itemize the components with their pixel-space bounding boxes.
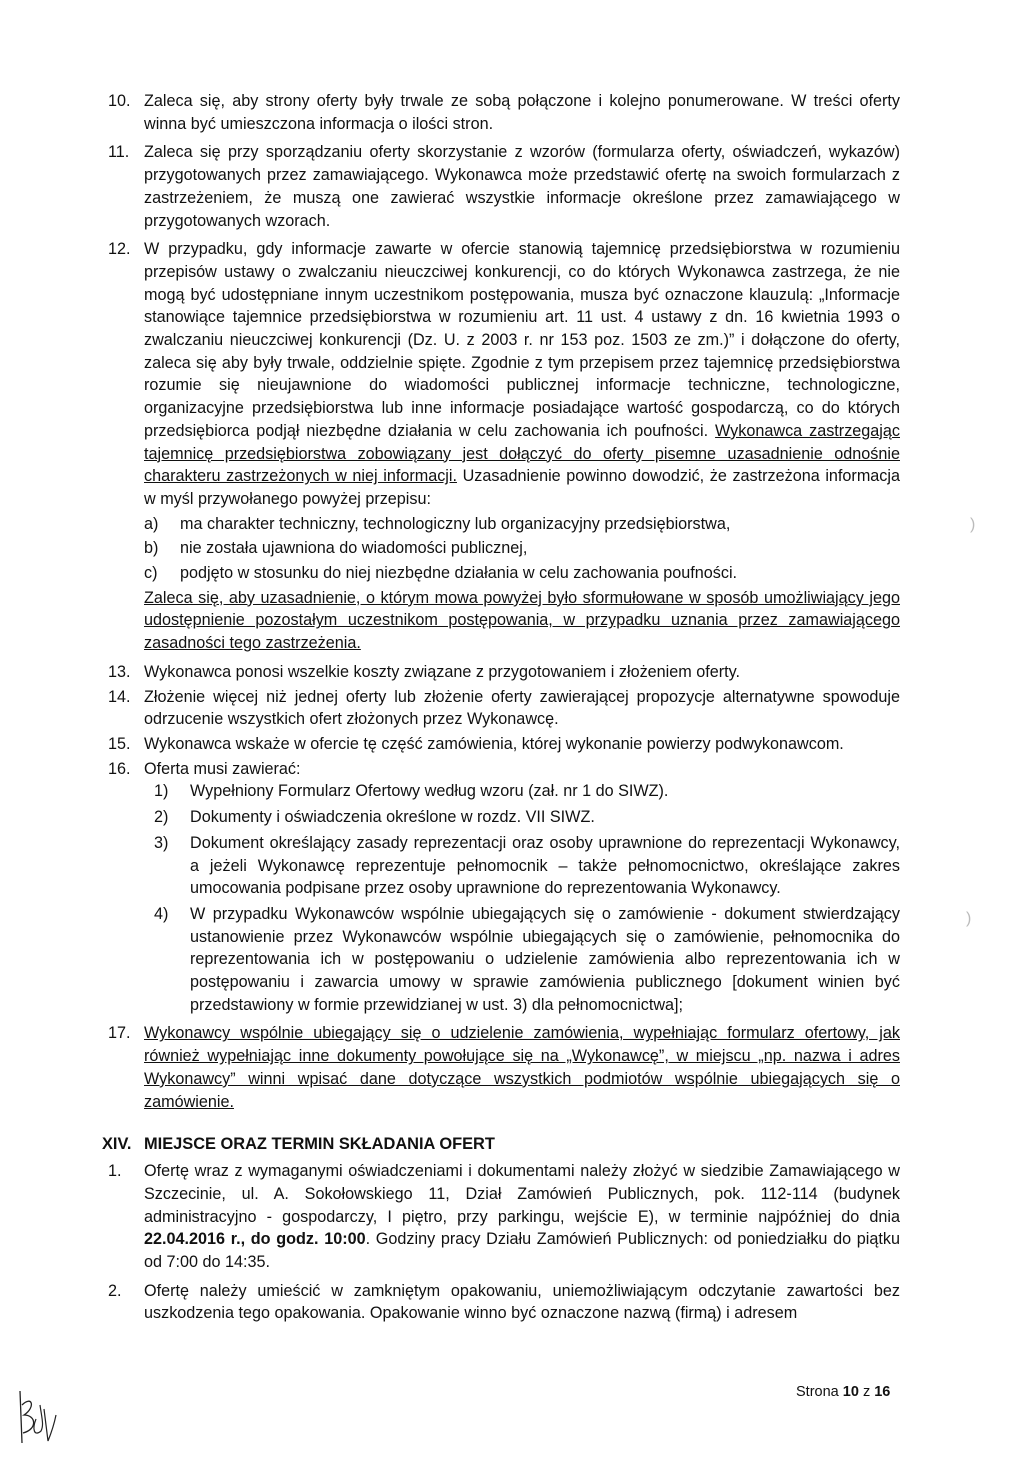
section-item-2 xyxy=(108,1280,900,1325)
item-number: 13. xyxy=(108,662,131,681)
sub-item-1 xyxy=(154,780,900,803)
underlined-text: Wykonawca zastrzegając tajemnicę przedsiębiorstwa zobowiązany jest dołączyć do oferty pisemne uzasadnienie odnośnie charakteru zastrzeżonych w niej informacji. xyxy=(144,421,900,486)
list-item-17 xyxy=(108,1022,900,1113)
margin-mark: ) xyxy=(970,516,976,533)
section-title: MIEJSCE ORAZ TERMIN SKŁADANIA OFERT xyxy=(144,1135,495,1154)
page-total: 16 xyxy=(874,1384,891,1400)
sub-item-text: Dokument określający zasady reprezentacji oraz osoby uprawnione do reprezentacji Wykonawcy, a jeżeli Wykonawcę reprezentuje pełnomocnik – także pełnomocnictwo, określające zakres umocowania podpisane przez osoby uprawnione do reprezentowania Wykonawcy. xyxy=(190,833,900,898)
underlined-text: Zaleca się, aby uzasadnienie, o którym mowa powyżej było sformułowane w sposób umożliwiający jego udostępnienie pozostałym uczestnikom postępowania, w przypadku uznania przez zamawiającego zasadności tego zastrzeżenia. xyxy=(144,588,900,653)
deadline-date: 22.04.2016 r., do godz. 10:00 xyxy=(144,1230,366,1249)
item-text: Złożenie więcej niż jednej oferty lub złożenie oferty zawierającej propozycje alternatywne spowoduje odrzucenie wszystkich ofert złożonych przez Wykonawcę. xyxy=(144,687,900,729)
item-number: 11. xyxy=(108,143,130,162)
item-text: Ofertę należy umieścić w zamkniętym opakowaniu, uniemożliwiającym odczytanie zawartości bez uszkodzenia tego opakowania. Opakowanie winno być oznaczone nazwą (firmą) i adresem xyxy=(144,1281,900,1323)
sub-item-text: nie została ujawniona do wiadomości publicznej, xyxy=(180,539,528,558)
list-item-15 xyxy=(108,733,900,756)
sub-item-b xyxy=(144,537,900,560)
list-item-10 xyxy=(108,90,900,135)
item-number: 17. xyxy=(108,1024,131,1043)
page-footer xyxy=(796,1384,890,1400)
sub-item-a xyxy=(144,513,900,536)
sub-item-label: b) xyxy=(144,539,159,558)
section-item-1 xyxy=(108,1160,900,1274)
list-item-16 xyxy=(108,758,900,1017)
list-item-14 xyxy=(108,686,900,731)
sub-item-text: podjęto w stosunku do niej niezbędne działania w celu zachowania poufności. xyxy=(180,564,738,583)
item-text: Oferta musi zawierać: xyxy=(144,759,301,778)
list-item-13 xyxy=(108,661,900,684)
sub-item-label: a) xyxy=(144,514,159,533)
item-number: 16. xyxy=(108,759,131,778)
section-heading xyxy=(102,1135,900,1154)
item-text: W przypadku, gdy informacje zawarte w ofercie stanowią tajemnicę przedsiębiorstwa w rozumieniu przepisów ustawy o zwalczaniu nieuczciwej konkurencji, co do których Wykonawca zastrzega, że nie mogą być udostępniane innym uczestnikom postępowania, musza być oznaczone klauzulą: „Informacje stanowiące tajemnice przedsiębiorstwa w rozumieniu art. 11 ust. 4 ustawy z dn. 16 kwietnia 1993 o zwalczaniu nieuczciwej konkurencji (Dz. U. z 2003 r. nr 153 poz. 1503 ze zm.)” i dołączone do oferty, zaleca się aby były trwale, oddzielnie spięte. Zgodnie z tym przepisem przez tajemnicę przedsiębiorstwa rozumie się nieujawnione do wiadomości publicznej informacje techniczne, technologiczne, organizacyjne przedsiębiorstwa lub inne informacje posiadające wartość gospodarczą, co do których przedsiębiorca podjął niezbędne działania w celu zachowania ich poufności. xyxy=(144,240,900,440)
page-label: Strona xyxy=(796,1384,839,1400)
sub-item-label: 3) xyxy=(154,833,169,852)
item-text: Zaleca się przy sporządzaniu oferty skorzystanie z wzorów (formularza oferty, oświadczeń, wykazów) przygotowanych przez zamawiającego. Wykonawca może przedstawić ofertę na swoich formularzach z zastrzeżeniem, że muszą one zawierać wszystkie informacje określone przez zamawiającego w przygotowanych wzorach. xyxy=(144,143,900,230)
sub-item-label: 2) xyxy=(154,808,169,827)
item-number: 15. xyxy=(108,734,131,753)
item-number: 1. xyxy=(108,1162,122,1181)
item-text: Wykonawca wskaże w ofercie tę część zamówienia, której wykonanie powierzy podwykonawcom. xyxy=(144,734,844,753)
item-text: Uzasadnienie powinno dowodzić, że zastrzeżona informacja w myśl przywołanego powyżej przepisu: xyxy=(144,467,900,508)
item-text: Ofertę wraz z wymaganymi oświadczeniami i dokumentami należy złożyć w siedzibie Zamawiającego w Szczecinie, ul. A. Sokołowskiego 11, Dział Zamówień Publicznych, pok. 112-114 (budynek administracyjno - gospodarczy, I piętro, przy parkingu, wejście E), w terminie najpóźniej do dnia xyxy=(144,1162,900,1226)
sub-item-4 xyxy=(154,903,900,1017)
page-separator: z xyxy=(862,1384,871,1400)
item-number: 10. xyxy=(108,92,131,110)
sub-item-c xyxy=(144,562,900,585)
sub-item-text: Dokumenty i oświadczenia określone w rozdz. VII SIWZ. xyxy=(190,808,595,827)
section-number: XIV. xyxy=(102,1135,132,1154)
handwritten-initials-signature xyxy=(14,1385,60,1447)
sub-item-text: ma charakter techniczny, technologiczny lub organizacyjny przedsiębiorstwa, xyxy=(180,514,731,533)
sub-item-label: 4) xyxy=(154,904,169,923)
sub-item-label: c) xyxy=(144,564,158,583)
sub-item-2 xyxy=(154,806,900,829)
item-text: . Godziny pracy Działu Zamówień Publicznych: od poniedziałku do piątku od 7:00 do 14:35. xyxy=(144,1230,900,1272)
item-text: Zaleca się, aby strony oferty były trwale ze sobą połączone i kolejno ponumerowane. W treści oferty winna być umieszczona informacja o ilości stron. xyxy=(144,92,900,133)
sub-item-3 xyxy=(154,832,900,900)
document-page xyxy=(102,90,900,1331)
item-number: 12. xyxy=(108,240,131,259)
list-item-12 xyxy=(108,238,900,655)
item-number: 14. xyxy=(108,687,131,706)
underlined-text: Wykonawcy wspólnie ubiegający się o udzielenie zamówienia, wypełniając formularz ofertowy, jak również wypełniając inne dokumenty powołujące się na „Wykonawcę”, w miejscu „np. nazwa i adres Wykonawcy” winni wpisać dane dotyczące wszystkich podmiotów wspólnie ubiegających się o zamówienie. xyxy=(144,1024,900,1111)
item-text: Wykonawca ponosi wszelkie koszty związane z przygotowaniem i złożeniem oferty. xyxy=(144,662,741,681)
sub-item-text: Wypełniony Formularz Ofertowy według wzoru (zał. nr 1 do SIWZ). xyxy=(190,782,669,801)
item-number: 2. xyxy=(108,1281,122,1300)
margin-mark: ) xyxy=(966,910,972,927)
page-number: 10 xyxy=(842,1384,859,1400)
list-item-11 xyxy=(108,141,900,232)
sub-item-text: W przypadku Wykonawców wspólnie ubiegających się o zamówienie - dokument stwierdzający ustanowienie przez Wykonawców wspólnie ubiegających się o zamówienie, pełnomocnika do reprezentowania ich w postępowaniu o udzielenie zamówienia albo reprezentowania ich w postępowaniu i zawarcia umowy w sprawie zamówienia publicznego [dokument winien być przedstawiony w formie przewidzianej w ust. 3) dla pełnomocnictwa]; xyxy=(190,904,900,1014)
sub-item-label: 1) xyxy=(154,782,169,801)
